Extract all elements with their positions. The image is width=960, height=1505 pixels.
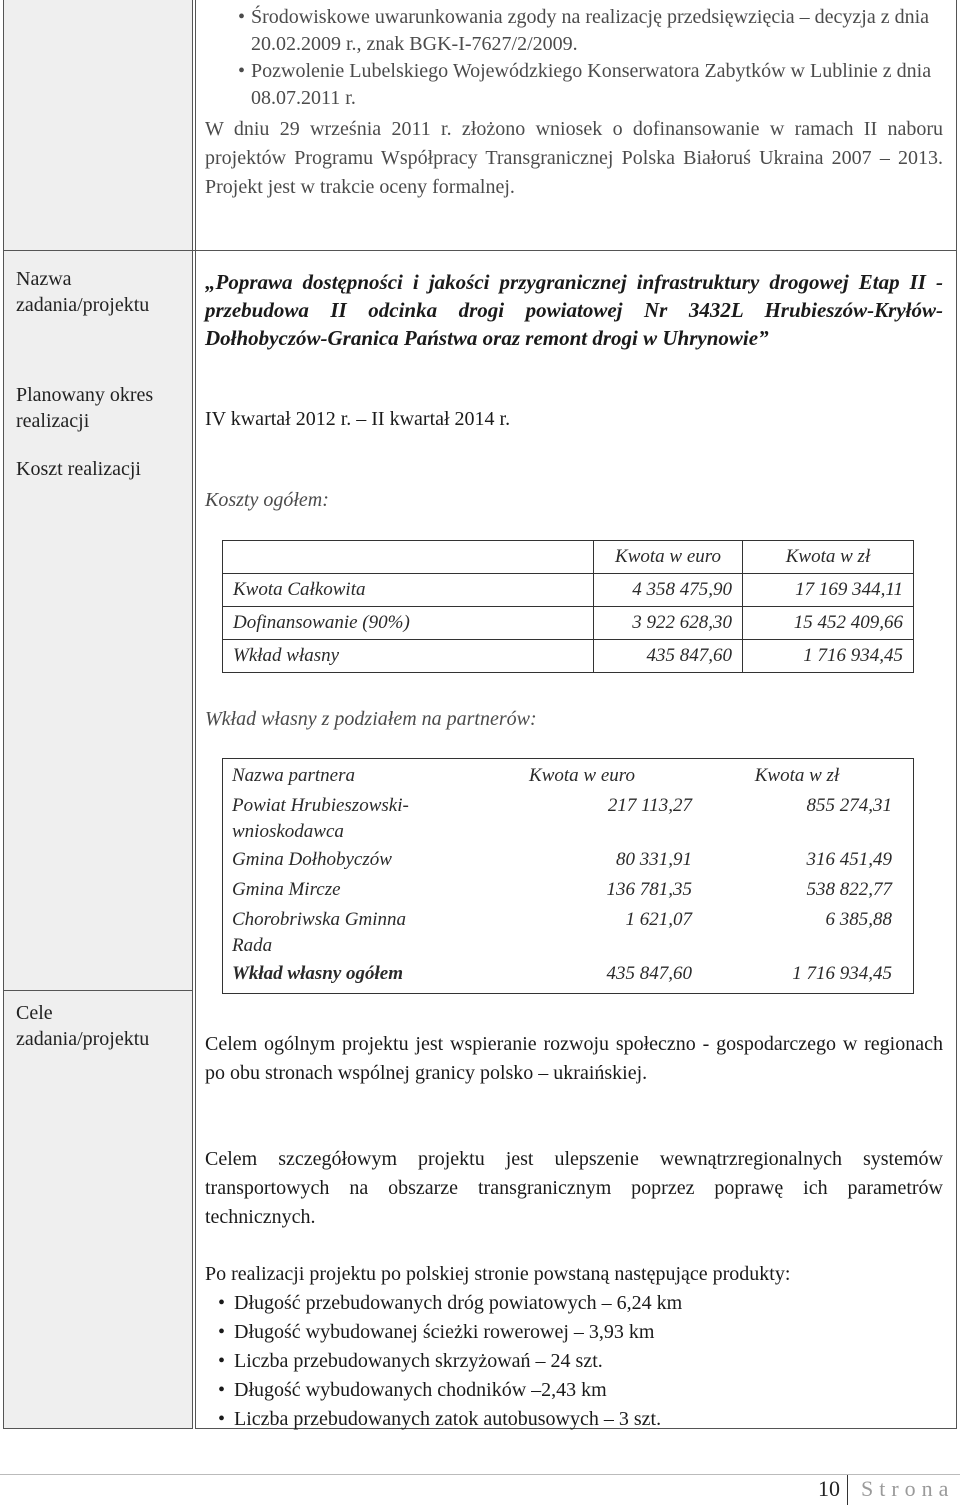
table-cell: 1 621,07 <box>625 909 692 930</box>
project-title: „Poprawa dostępności i jakości przygranicznej infrastruktury drogowej Etap II - przebudowa II odcinka drogi powiatowej Nr 3432L Hrubieszów-Kryłów-Dołhobyczów-Granica Państwa oraz remont drogi w Uhrynowie” <box>205 270 943 350</box>
table-row <box>232 763 902 793</box>
table-row <box>223 607 914 640</box>
table-row <box>232 877 902 907</box>
table-cell: 17 169 344,11 <box>743 574 914 607</box>
label-project-name: Nazwa zadania/projektu <box>16 268 150 316</box>
table-cell: 1 716 934,45 <box>792 963 892 984</box>
costs-heading: Koszty ogółem: <box>205 489 329 511</box>
table-row <box>232 907 902 961</box>
list-item: • Długość przebudowanych dróg powiatowych – 6,24 km <box>188 1289 943 1318</box>
list-item: • Długość wybudowanych chodników –2,43 km <box>188 1376 943 1405</box>
table-row <box>223 541 914 574</box>
table-cell: 6 385,88 <box>825 909 892 930</box>
table-row <box>223 640 914 673</box>
page-label: Strona <box>861 1476 955 1501</box>
table-cell: Powiat Hrubieszowski-wnioskodawca <box>232 795 409 842</box>
table-cell: 4 358 475,90 <box>594 574 743 607</box>
table-cell: 1 716 934,45 <box>743 640 914 673</box>
table-cell: 217 113,27 <box>607 795 692 816</box>
table-cell <box>223 541 594 574</box>
table-header: Kwota w zł <box>754 765 840 786</box>
products-section <box>205 1260 943 1434</box>
table-header: Kwota w euro <box>529 765 635 786</box>
table-cell: 316 451,49 <box>806 849 892 870</box>
project-period: IV kwartał 2012 r. – II kwartał 2014 r. <box>205 408 511 430</box>
table-cell: Gmina Mircze <box>232 879 341 900</box>
table-cell: Wkład własny <box>223 640 594 673</box>
general-goal: Celem ogólnym projektu jest wspieranie rozwoju społeczno - gospodarczego w regionach po obu stronach wspólnej granicy polsko – ukraińskiej. <box>205 1033 943 1084</box>
table-header: Nazwa partnera <box>232 765 355 786</box>
table-cell: 538 822,77 <box>806 879 892 900</box>
row-divider-goals <box>3 990 192 991</box>
partners-heading: Wkład własny z podziałem na partnerów: <box>205 708 537 730</box>
products-intro: Po realizacji projektu po polskiej stronie powstaną następujące produkty: <box>205 1263 791 1285</box>
list-item: • Środowiskowe uwarunkowania zgody na realizację przedsięwzięcia – decyzja z dnia 20.02.2009 r., znak BGK-I-7627/2/2009. <box>205 4 943 58</box>
table-cell: Kwota Całkowita <box>223 574 594 607</box>
page-number: 10 <box>818 1476 840 1501</box>
list-item: • Liczba przebudowanych zatok autobusowych – 3 szt. <box>188 1405 943 1434</box>
table-row <box>232 847 902 877</box>
table-cell: Chorobriwska Gminna Rada <box>232 909 407 956</box>
submission-paragraph: W dniu 29 września 2011 r. złożono wniosek o dofinansowanie w ramach II naboru projektów Programu Współpracy Transgranicznej Polska Białoruś Ukraina 2007 – 2013. Projekt jest w trakcie oceny formalnej. <box>205 118 943 198</box>
table-header: Kwota w euro <box>594 541 743 574</box>
table-row <box>232 793 902 847</box>
footer-separator <box>847 1475 848 1505</box>
costs-table <box>222 540 914 673</box>
top-bullet-list <box>0 4 943 112</box>
table-header: Kwota w zł <box>743 541 914 574</box>
table-cell: 855 274,31 <box>806 795 892 816</box>
label-goals: Cele zadania/projektu <box>16 1002 150 1050</box>
table-row <box>232 961 902 991</box>
list-item: • Pozwolenie Lubelskiego Wojewódzkiego Konserwatora Zabytków w Lublinie z dnia 08.07.2011 r. <box>205 58 943 112</box>
table-cell: 136 781,35 <box>606 879 692 900</box>
label-period: Planowany okres realizacji <box>16 384 154 432</box>
partners-table <box>232 763 902 991</box>
label-column <box>3 0 193 1429</box>
table-cell: 435 847,60 <box>594 640 743 673</box>
specific-goal: Celem szczegółowym projektu jest ulepszenie wewnątrzregionalnych systemów transportowych na obszarze transgranicznym poprzez poprawę ich parametrów technicznych. <box>205 1148 943 1228</box>
table-cell: 435 847,60 <box>606 963 692 984</box>
products-list <box>188 1289 943 1434</box>
row-divider-name <box>3 250 956 251</box>
table-cell: Gmina Dołhobyczów <box>232 849 392 870</box>
table-cell: 80 331,91 <box>616 849 692 870</box>
footer-divider <box>0 1474 960 1475</box>
top-section <box>205 4 943 202</box>
table-row <box>223 574 914 607</box>
table-cell: Wkład własny ogółem <box>232 963 404 984</box>
table-cell: 15 452 409,66 <box>743 607 914 640</box>
table-cell: 3 922 628,30 <box>594 607 743 640</box>
list-item: • Liczba przebudowanych skrzyżowań – 24 szt. <box>188 1347 943 1376</box>
label-cost: Koszt realizacji <box>16 458 141 480</box>
list-item: • Długość wybudowanej ścieżki rowerowej – 3,93 km <box>188 1318 943 1347</box>
table-cell: Dofinansowanie (90%) <box>223 607 594 640</box>
